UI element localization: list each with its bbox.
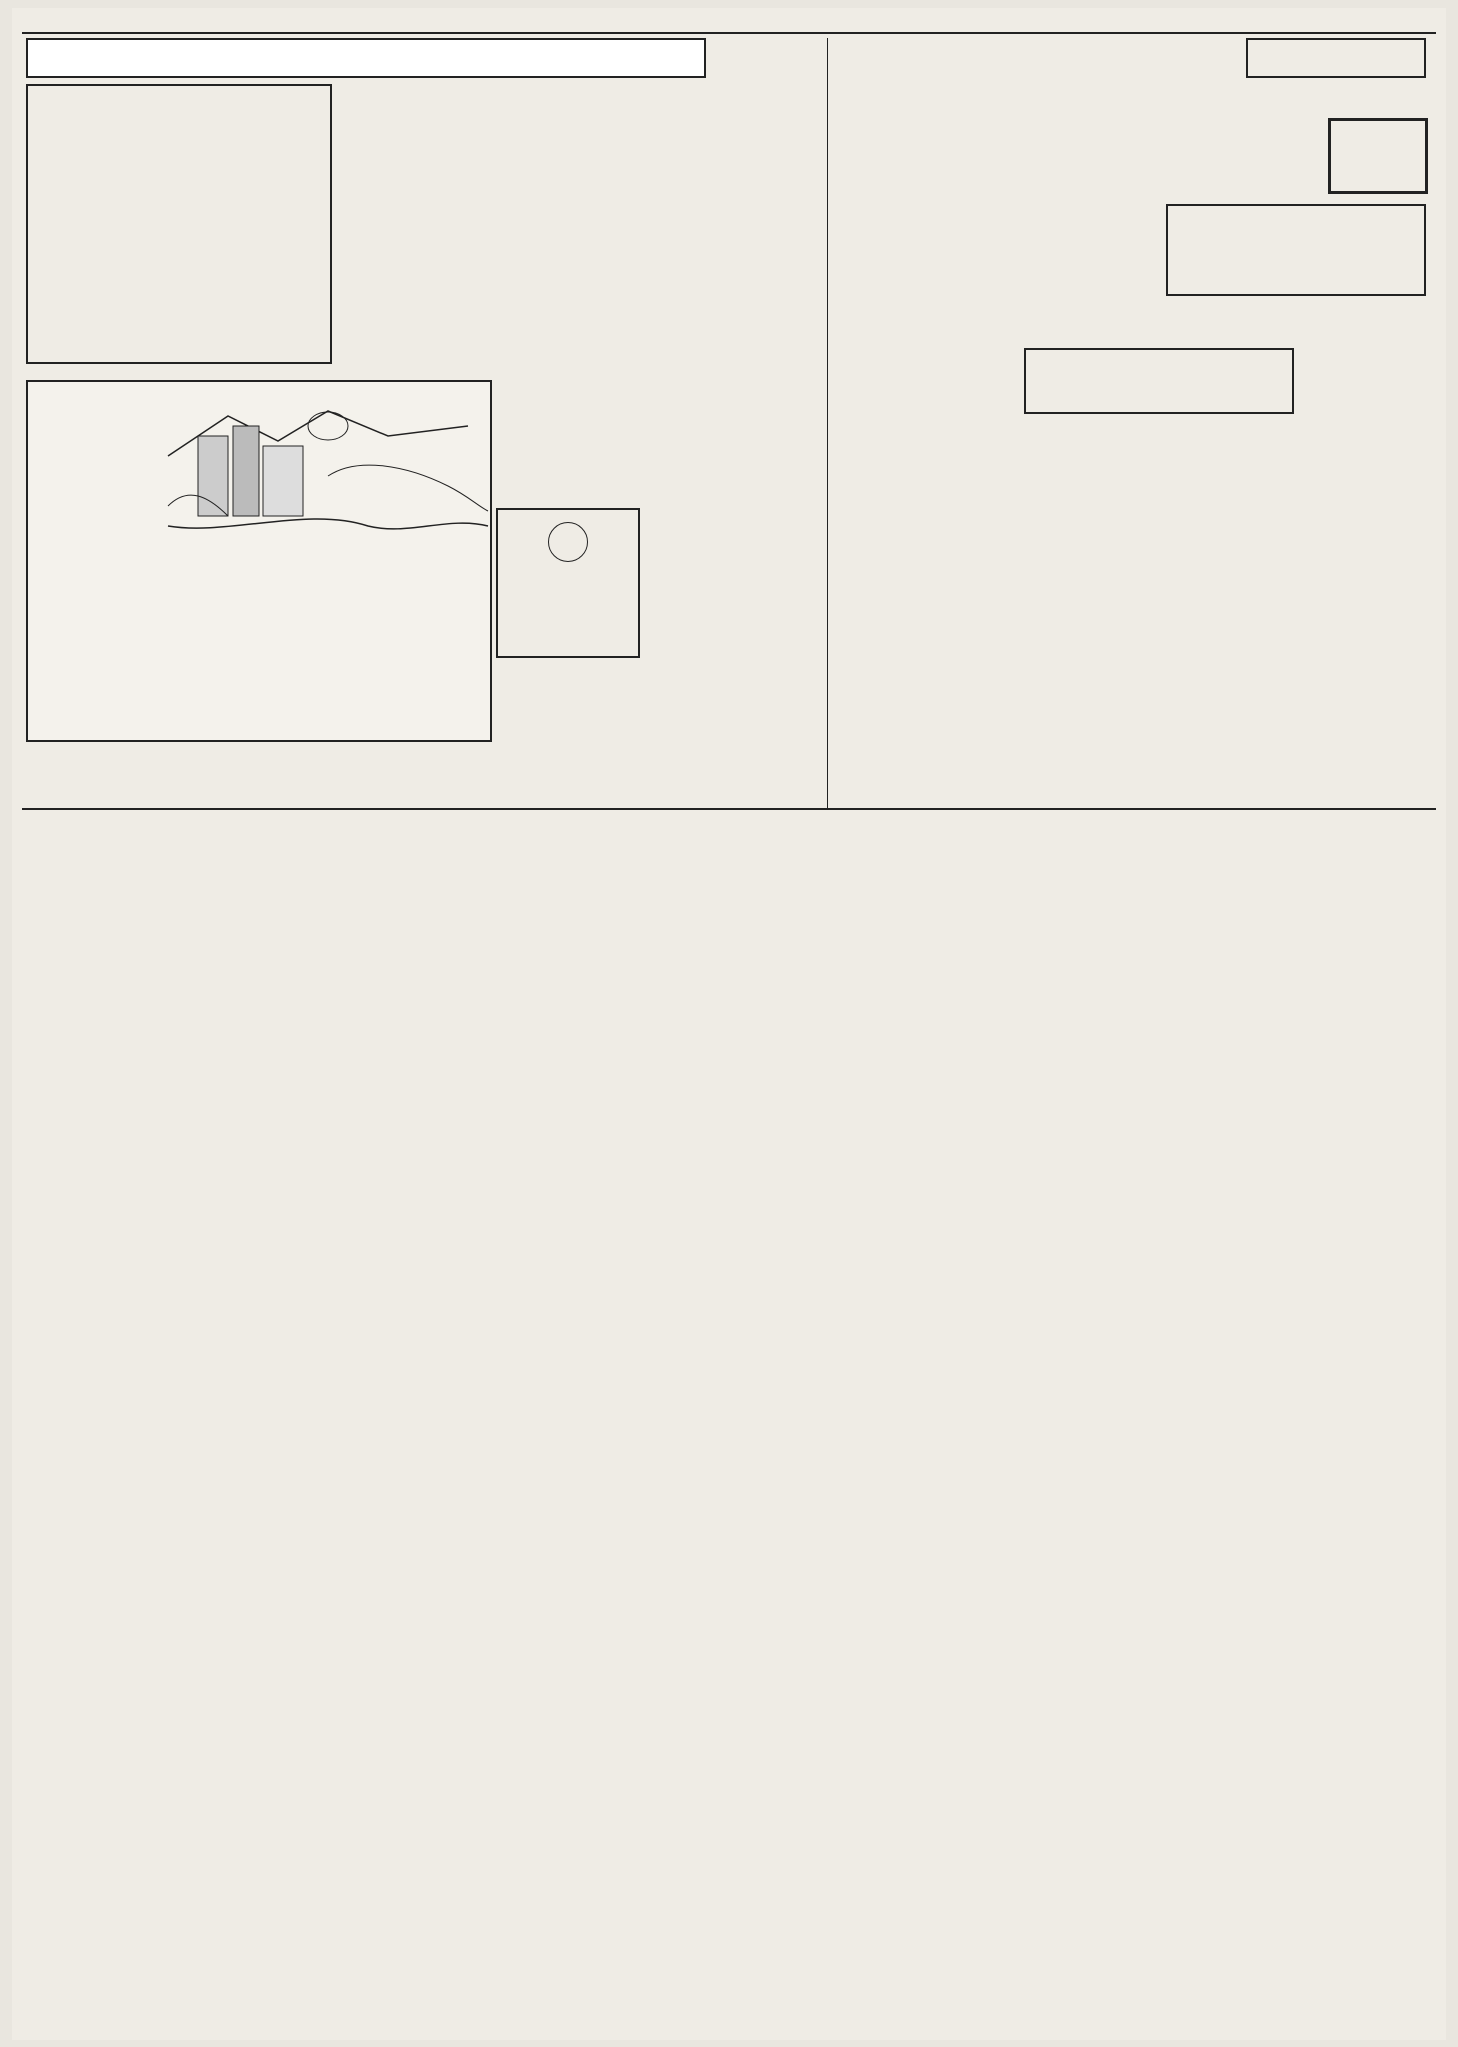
newspaper-page bbox=[12, 8, 1446, 2040]
france-ad-company bbox=[28, 552, 490, 556]
students-col-5 bbox=[886, 504, 1016, 794]
column-rule-main bbox=[827, 38, 828, 808]
page-header bbox=[26, 12, 1432, 30]
book-ad bbox=[496, 508, 640, 658]
france-ad bbox=[26, 380, 492, 742]
resort-illustration bbox=[28, 396, 490, 546]
football-text bbox=[496, 710, 822, 806]
students-col-4 bbox=[886, 252, 1016, 452]
section-head-economy bbox=[26, 38, 706, 78]
top-rule bbox=[22, 32, 1436, 34]
campus-story2-text bbox=[1024, 708, 1294, 794]
world-text bbox=[36, 96, 322, 336]
world-box bbox=[26, 84, 332, 364]
campus-box bbox=[1024, 348, 1294, 414]
debt-text bbox=[342, 204, 632, 372]
oil-subtext bbox=[642, 474, 822, 684]
students-col-1 bbox=[1300, 304, 1426, 774]
students-kicker bbox=[1328, 118, 1428, 194]
oil-text bbox=[642, 198, 822, 388]
campus-story1-text bbox=[1024, 478, 1294, 668]
book-emblem-icon bbox=[548, 522, 588, 562]
section-head-students bbox=[1246, 38, 1426, 78]
students-col-3 bbox=[1026, 208, 1156, 338]
students-lead-box bbox=[1166, 204, 1426, 296]
mid-rule bbox=[22, 808, 1436, 810]
